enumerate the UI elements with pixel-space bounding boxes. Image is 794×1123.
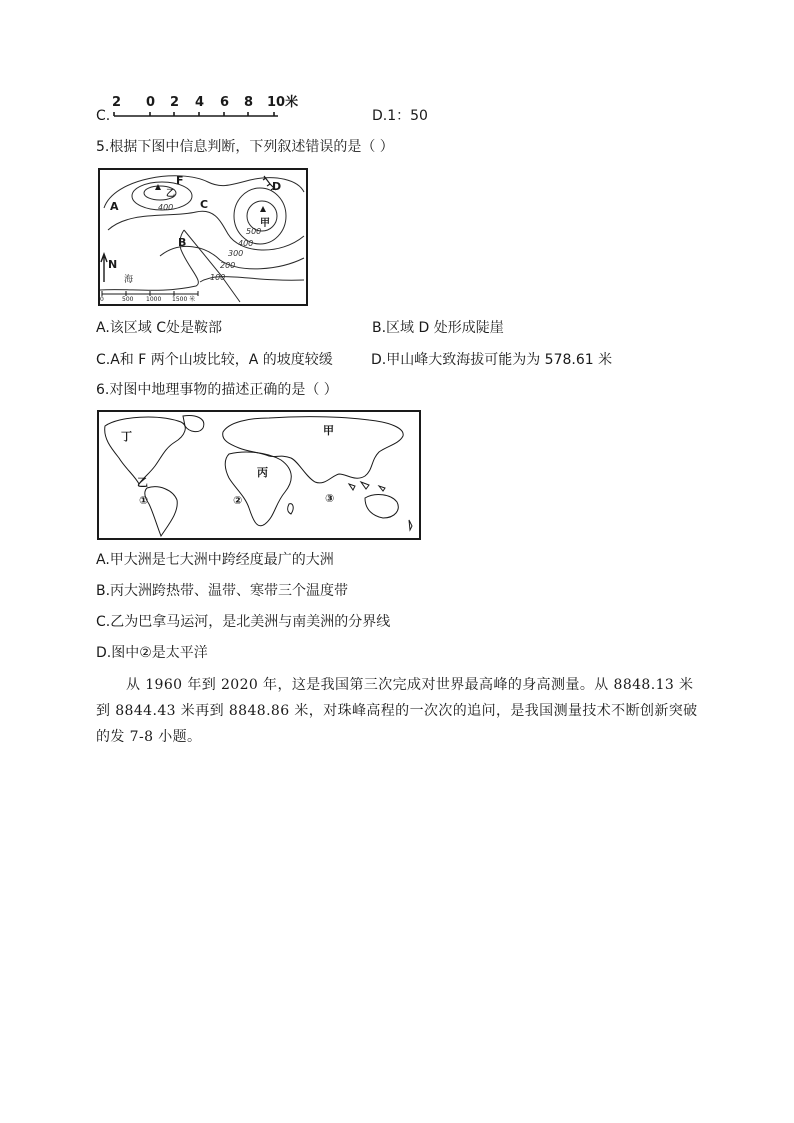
q5-contour-label: 300 (228, 249, 244, 258)
q6-option-a: A.甲大洲是七大洲中跨经度最广的大洲 (96, 552, 334, 568)
q4-scale-tick: 2 (170, 95, 180, 110)
q5-option-d: D.甲山峰大致海拔可能为为 578.61 米 (371, 352, 613, 368)
q5-scale-tick: 0 (100, 296, 104, 303)
q5-scale-tick: 1000 (146, 296, 162, 303)
q5-point-label: D (272, 180, 282, 193)
q6-option-c: C.乙为巴拿马运河，是北美洲与南美洲的分界线 (96, 614, 391, 630)
q5-option-c: C.A和 F 两个山坡比较，A 的坡度较缓 (96, 352, 333, 368)
q5-point-label: A (110, 200, 119, 213)
q5-option-a: A.该区域 C处是鞍部 (96, 320, 223, 336)
q6-map-label: 乙 (137, 476, 148, 489)
q5-point-label: 甲 (260, 218, 270, 229)
q6-map-label: 甲 (323, 424, 334, 437)
q5-point-label: B (178, 236, 187, 249)
q5-option-b: B.区域 D 处形成陡崖 (372, 320, 504, 336)
q5-point-label: F (176, 174, 184, 187)
q4-scale-tick: 10米 (267, 95, 299, 110)
q5-point-label: 乙 (166, 189, 176, 199)
q5-scale-tick: 1500 米 (172, 296, 196, 303)
q4-scale-tick: 0 (146, 95, 156, 110)
q5-point-label: C (200, 198, 209, 211)
q6-world-map (97, 410, 421, 540)
q6-map-label: ③ (325, 492, 335, 505)
q5-sea-label: 海 (124, 275, 134, 285)
q5-contour-label: 400 (238, 239, 254, 248)
q6-map-label: 丙 (257, 466, 268, 479)
q6-option-d: D.图中②是太平洋 (96, 645, 208, 661)
q5-north-label: N (108, 258, 118, 271)
q5-contour-label: 400 (158, 203, 174, 212)
q4-scale-tick: 4 (195, 95, 205, 110)
q6-map-label: ② (233, 494, 243, 507)
q4-scale-tick: 8 (244, 95, 254, 110)
q4-option-d: D.1：50 (372, 108, 428, 124)
q5-contour-map (98, 168, 308, 306)
q5-contour-label: 100 (210, 273, 226, 282)
q5-stem: 5.根据下图中信息判断，下列叙述错误的是（ ） (96, 139, 394, 155)
q6-option-b: B.丙大洲跨热带、温带、寒带三个温度带 (96, 583, 349, 599)
q6-map-label: ① (139, 494, 149, 507)
q6-stem: 6.对图中地理事物的描述正确的是（ ） (96, 382, 338, 398)
q4-option-c-label: C. (96, 108, 111, 124)
q6-map-label: 丁 (121, 430, 132, 443)
q5-contour-label: 500 (246, 227, 262, 236)
q4-scale-tick: 6 (220, 95, 230, 110)
passage-text: 从 1960 年到 2020 年，这是我国第三次完成对世界最高峰的身高测量。从 8848.13 米到 8844.43 米再到 8848.86 米，对珠峰高程的一次次的追问，是我国测量技术不断创新突破的发 7-8 小题。 (96, 677, 698, 745)
q5-scale-tick: 500 (122, 296, 134, 303)
q4-scale-bar (112, 92, 312, 126)
q4-scale-tick: 2 (112, 95, 122, 110)
q5-contour-label: 200 (220, 261, 236, 270)
